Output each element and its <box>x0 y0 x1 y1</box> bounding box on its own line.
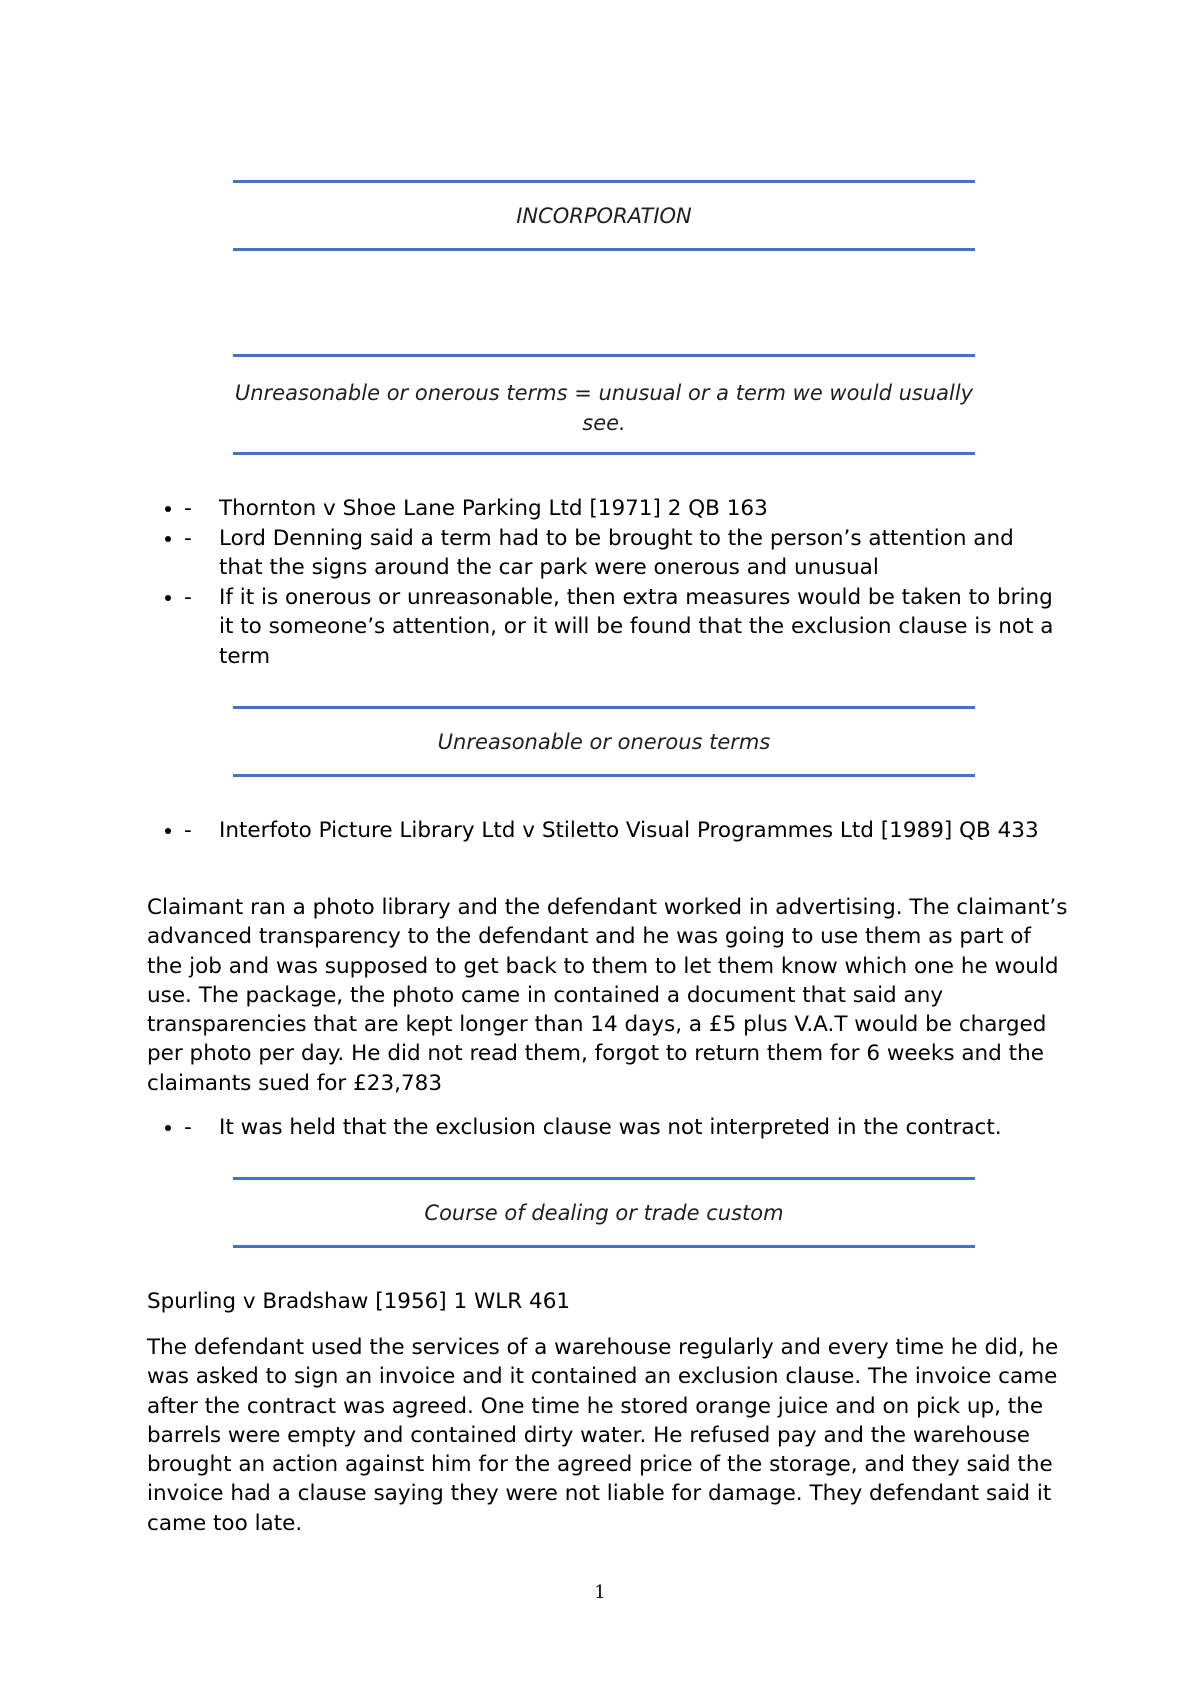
list-item-text: It was held that the exclusion clause was not interpreted in the contract. <box>219 1115 1002 1140</box>
list-item-text: If it is onerous or unreasonable, then extra measures would be taken to bring it to someone’s attention, or it will be found that the exclusion clause is not a term <box>219 584 1054 669</box>
spurling-case-title: Spurling v Bradshaw [1956] 1 WLR 461 <box>147 1289 571 1314</box>
heading-text: Unreasonable or onerous terms <box>437 730 771 754</box>
held-list <box>184 1113 1064 1143</box>
quote-text: Unreasonable or onerous terms = unusual or a term we would usually see. <box>234 381 974 435</box>
list-item-text: Thornton v Shoe Lane Parking Ltd [1971] 2 QB 163 <box>219 496 768 521</box>
rule-top <box>233 354 975 357</box>
rule-bottom <box>233 1245 975 1248</box>
page-number: 1 <box>594 1582 606 1603</box>
bullet-dash: • - <box>184 525 192 551</box>
list-item-text: Lord Denning said a term had to be brought to the person’s attention and that the signs around the car park were onerous and unusual <box>219 525 1014 580</box>
bullet-dash: • - <box>184 818 192 843</box>
list-item-text: Interfoto Picture Library Ltd v Stiletto Visual Programmes Ltd [1989] QB 433 <box>219 818 1039 843</box>
heading-text: INCORPORATION <box>516 204 692 228</box>
heading-course-of-dealing <box>233 1177 975 1251</box>
rule-top <box>233 1177 975 1180</box>
quote-onerous-definition <box>233 354 975 458</box>
bullet-dash: • - <box>184 1115 192 1140</box>
spurling-paragraph: The defendant used the services of a warehouse regularly and every time he did, he was asked to sign an invoice and it contained an exclusion clause. The invoice came after the contract was agreed. One time he stored orange juice and on pick up, the barrels were empty and contained dirty water. He refused pay and the warehouse brought an action against him for the agreed price of the storage, and they said the invoice had a clause saying they were not liable for damage. They defendant said it came too late. <box>147 1335 1059 1536</box>
interfoto-paragraph: Claimant ran a photo library and the defendant worked in advertising. The claimant’s advanced transparency to the defendant and he was going to use them as part of the job and was supposed to get back to them to let them know which one he would use. The package, the photo came in contained a document that said any transparencies that are kept longer than 14 days, a £5 plus V.A.T would be charged per photo per day. He did not read them, forgot to return them for 6 weeks and the claimants sued for £23,783 <box>147 895 1068 1096</box>
bullet-dash: • - <box>184 584 192 610</box>
rule-bottom <box>233 452 975 455</box>
list-item <box>184 494 1064 524</box>
rule-bottom <box>233 248 975 251</box>
list-item <box>184 524 1064 583</box>
rule-bottom <box>233 774 975 777</box>
heading-text: Course of dealing or trade custom <box>424 1201 784 1225</box>
heading-onerous-terms <box>233 706 975 780</box>
bullet-dash: • - <box>184 496 192 521</box>
interfoto-list <box>184 816 1064 846</box>
heading-incorporation <box>233 180 975 254</box>
list-item <box>184 583 1064 672</box>
list-item <box>184 1113 1064 1143</box>
list-item <box>184 816 1064 846</box>
rule-top <box>233 180 975 183</box>
thornton-list <box>184 494 1064 671</box>
rule-top <box>233 706 975 709</box>
